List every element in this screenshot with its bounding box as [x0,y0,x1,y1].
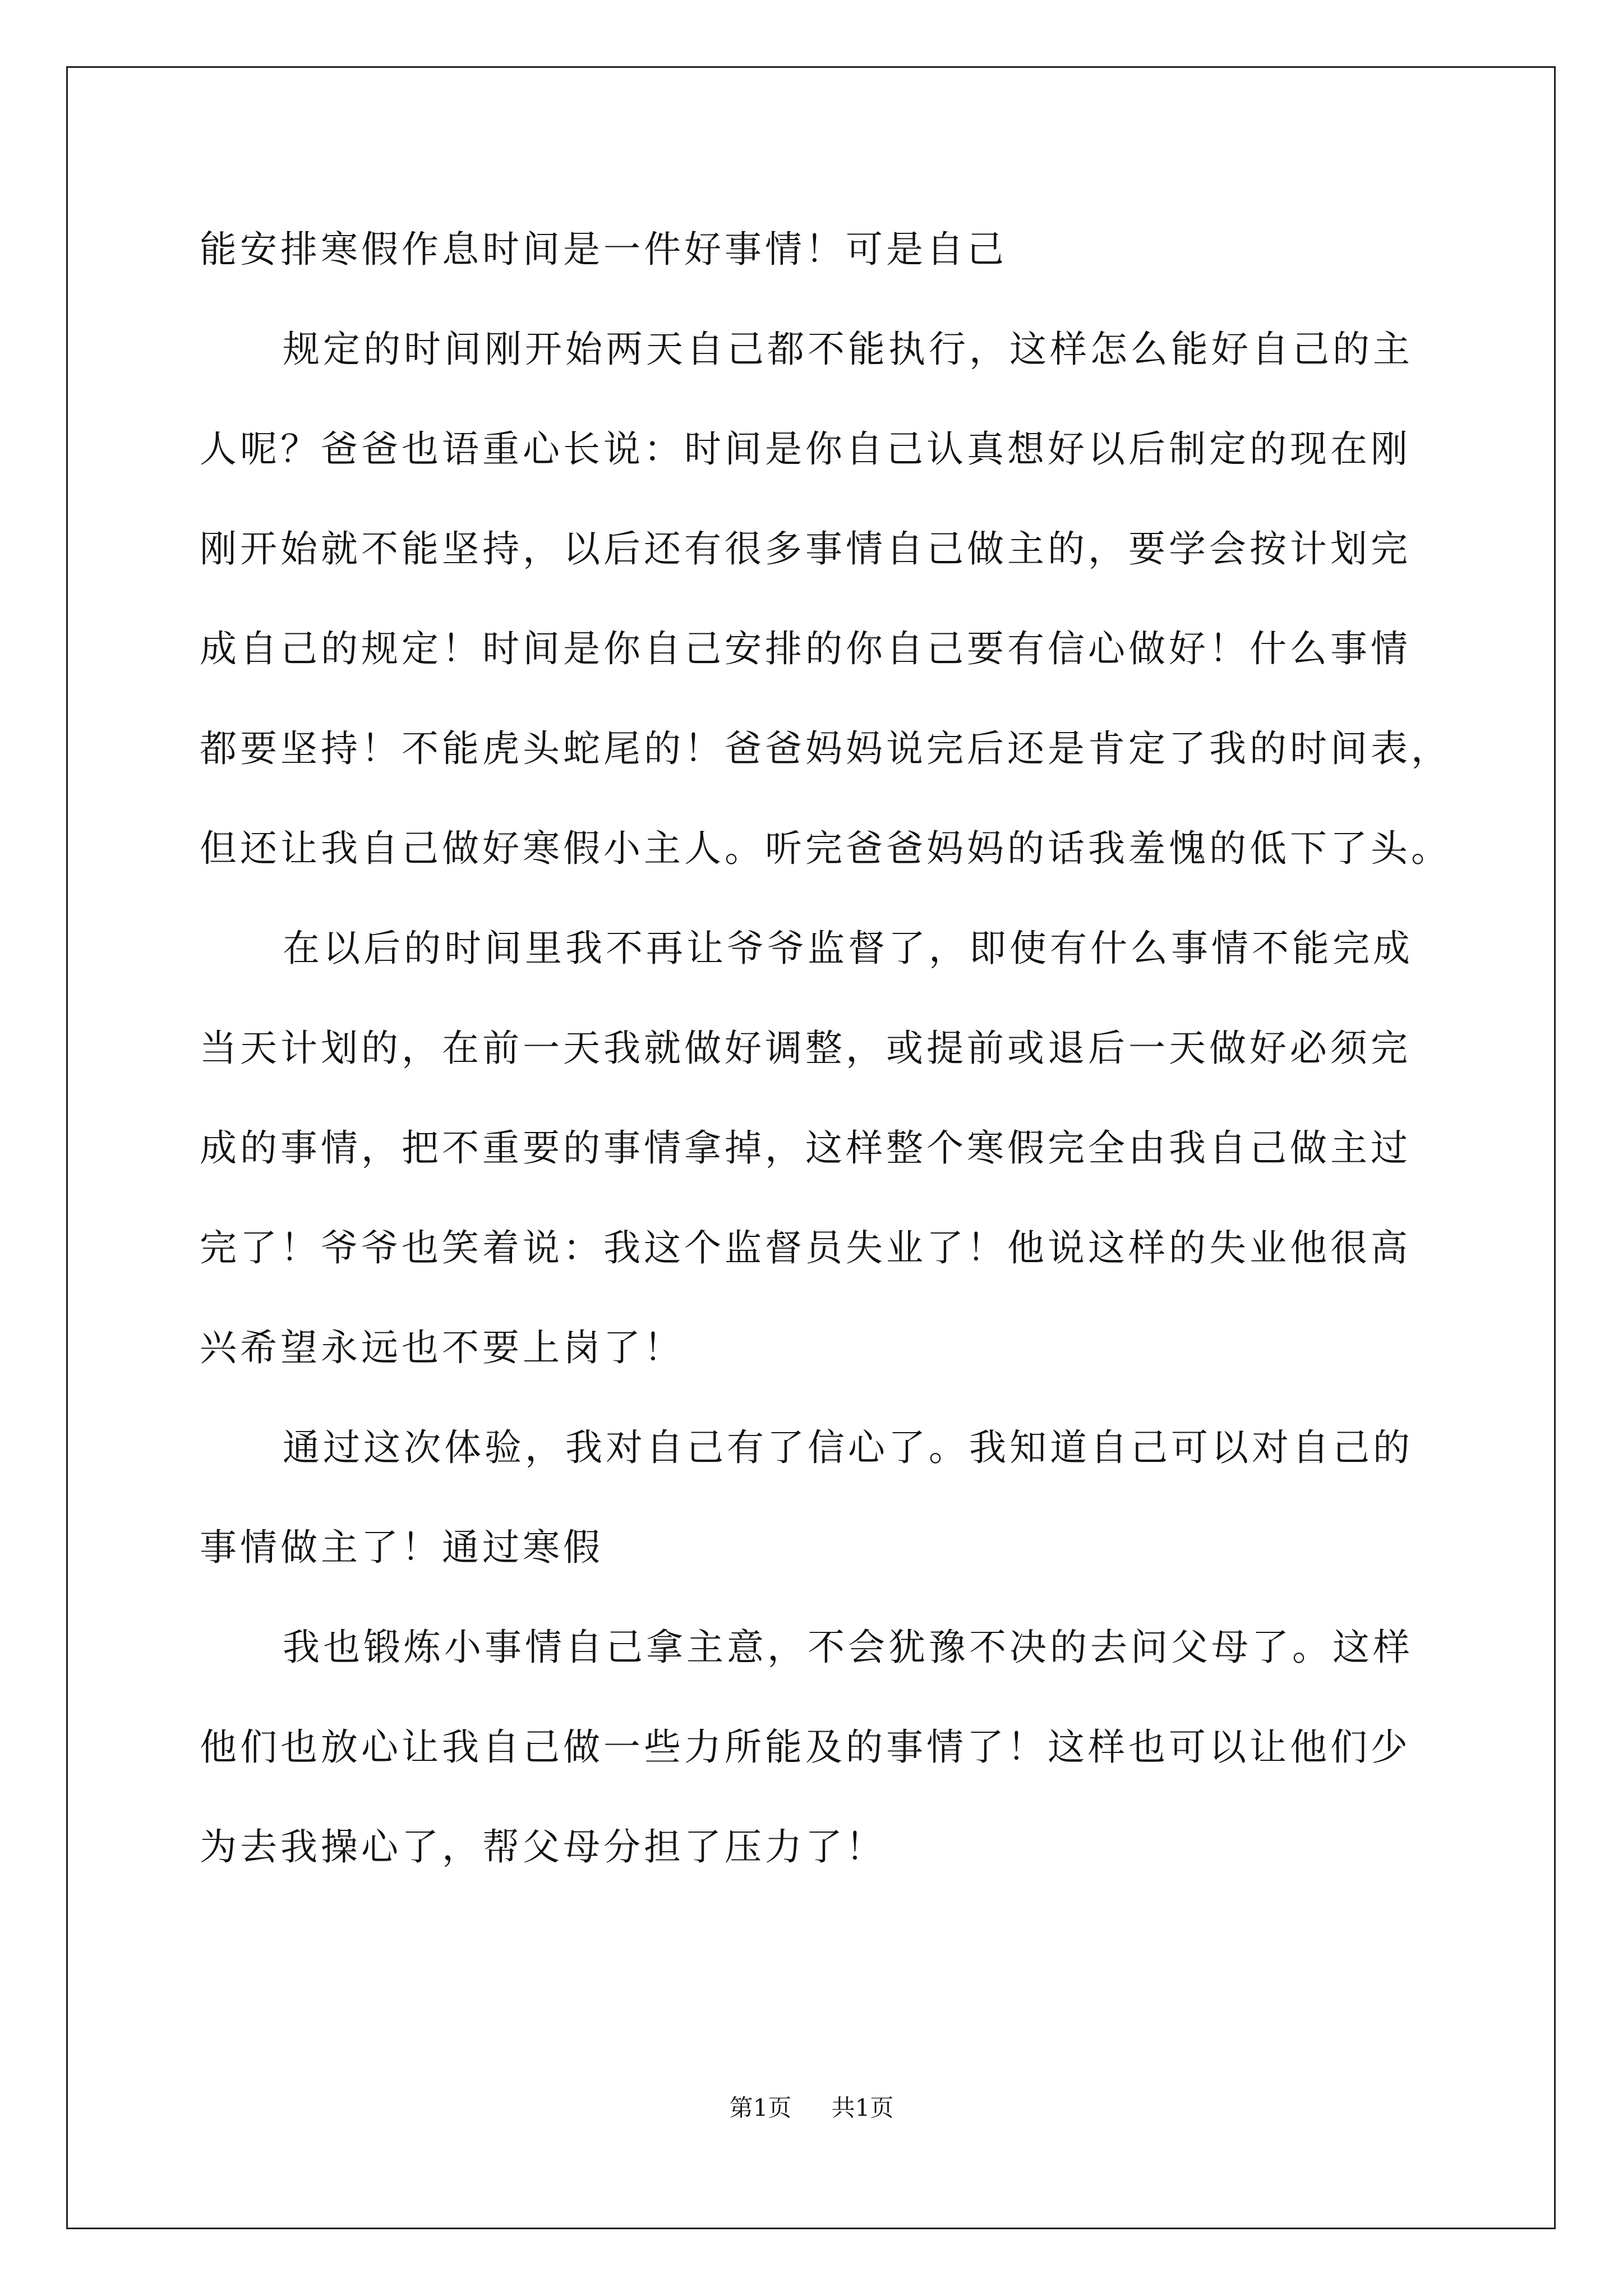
text-line: 通过这次体验，我对自己有了信心了。我知道自己可以对自己的 [283,1426,1413,1469]
text-line: 兴希望永远也不要上岗了！ [200,1326,684,1369]
text-line: 都要坚持！不能虎头蛇尾的！爸爸妈妈说完后还是肯定了我的时间表， [200,727,1451,770]
text-line: 完了！爷爷也笑着说：我这个监督员失业了！他说这样的失业他很高 [200,1226,1411,1269]
document-body [200,200,1478,1897]
text-line: 但还让我自己做好寒假小主人。听完爸爸妈妈的话我羞愧的低下了头。 [200,827,1451,870]
text-line: 事情做主了！通过寒假 [200,1526,603,1569]
text-line: 他们也放心让我自己做一些力所能及的事情了！这样也可以让他们少 [200,1726,1411,1769]
text-line: 在以后的时间里我不再让爷爷监督了，即使有什么事情不能完成 [283,927,1413,970]
text-line: 当天计划的，在前一天我就做好调整，或提前或退后一天做好必须完 [200,1027,1411,1070]
page-footer [0,2090,1623,2123]
text-line: 我也锻炼小事情自己拿主意，不会犹豫不决的去问父母了。这样 [283,1626,1413,1669]
text-line: 人呢？爸爸也语重心长说：时间是你自己认真想好以后制定的现在刚 [200,427,1411,471]
page-total: 共1页 [831,2094,894,2122]
text-line: 成的事情，把不重要的事情拿掉，这样整个寒假完全由我自己做主过 [200,1126,1411,1170]
page-number: 第1页 [729,2094,792,2122]
text-line: 能安排寒假作息时间是一件好事情！可是自己 [200,228,1007,271]
text-line: 刚开始就不能坚持，以后还有很多事情自己做主的，要学会按计划完 [200,527,1411,570]
text-line: 规定的时间刚开始两天自己都不能执行，这样怎么能好自己的主 [283,328,1413,371]
text-line: 成自己的规定！时间是你自己安排的你自己要有信心做好！什么事情 [200,627,1411,670]
text-line: 为去我操心了，帮父母分担了压力了！ [200,1825,886,1869]
